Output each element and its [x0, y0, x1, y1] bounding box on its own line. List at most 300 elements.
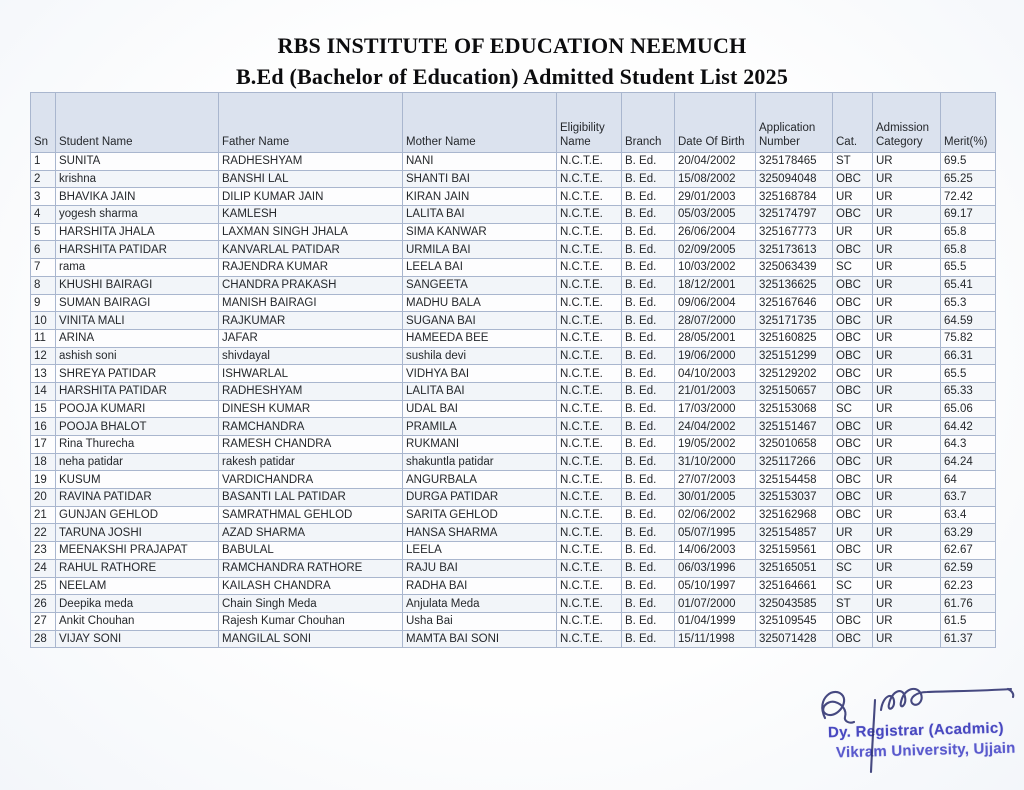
table-cell: UR: [873, 524, 941, 542]
table-cell: 325129202: [756, 365, 833, 383]
table-cell: RAJENDRA KUMAR: [219, 259, 403, 277]
table-cell: 325178465: [756, 153, 833, 171]
column-header: Branch: [622, 93, 675, 153]
table-cell: 3: [31, 188, 56, 206]
table-cell: 325174797: [756, 206, 833, 224]
table-cell: OBC: [833, 542, 873, 560]
table-cell: 62.59: [941, 559, 996, 577]
table-cell: OBC: [833, 453, 873, 471]
table-cell: N.C.T.E.: [557, 312, 622, 330]
table-cell: OBC: [833, 382, 873, 400]
admitted-student-table: [30, 92, 996, 648]
table-cell: 29/01/2003: [675, 188, 756, 206]
table-cell: B. Ed.: [622, 259, 675, 277]
table-cell: LEELA BAI: [403, 259, 557, 277]
table-cell: 65.06: [941, 400, 996, 418]
table-cell: 02/09/2005: [675, 241, 756, 259]
table-cell: krishna: [56, 170, 219, 188]
table-cell: 09/06/2004: [675, 294, 756, 312]
table-cell: RAMCHANDRA: [219, 418, 403, 436]
table-cell: yogesh sharma: [56, 206, 219, 224]
header-row: [31, 93, 996, 153]
table-cell: 325159561: [756, 542, 833, 560]
table-cell: Rina Thurecha: [56, 436, 219, 454]
table-cell: N.C.T.E.: [557, 294, 622, 312]
table-cell: 31/10/2000: [675, 453, 756, 471]
institute-name: RBS INSTITUTE OF EDUCATION NEEMUCH: [277, 33, 747, 58]
table-cell: OBC: [833, 206, 873, 224]
table-cell: 325117266: [756, 453, 833, 471]
table-cell: 63.7: [941, 489, 996, 507]
table-cell: 64.42: [941, 418, 996, 436]
table-cell: 25: [31, 577, 56, 595]
table-cell: OBC: [833, 365, 873, 383]
table-cell: B. Ed.: [622, 223, 675, 241]
table-cell: B. Ed.: [622, 206, 675, 224]
table-cell: UR: [873, 259, 941, 277]
list-subtitle: B.Ed (Bachelor of Education) Admitted Student List 2025: [235, 64, 789, 89]
table-cell: SARITA GEHLOD: [403, 506, 557, 524]
table-cell: VIJAY SONI: [56, 630, 219, 648]
table-cell: B. Ed.: [622, 400, 675, 418]
table-cell: 26: [31, 595, 56, 613]
table-cell: HARSHITA JHALA: [56, 223, 219, 241]
table-cell: B. Ed.: [622, 170, 675, 188]
table-row: [31, 471, 996, 489]
table-cell: 15/11/1998: [675, 630, 756, 648]
table-cell: RAHUL RATHORE: [56, 559, 219, 577]
table-cell: LEELA: [403, 542, 557, 560]
table-row: [31, 259, 996, 277]
table-row: [31, 436, 996, 454]
table-cell: UR: [833, 524, 873, 542]
table-cell: OBC: [833, 170, 873, 188]
column-header: Sn: [31, 93, 56, 153]
table-cell: Chain Singh Meda: [219, 595, 403, 613]
table-cell: 10/03/2002: [675, 259, 756, 277]
document-title: [0, 34, 1024, 89]
table-cell: OBC: [833, 436, 873, 454]
table-cell: 30/01/2005: [675, 489, 756, 507]
table-cell: CHANDRA PRAKASH: [219, 276, 403, 294]
table-cell: UR: [833, 188, 873, 206]
table-cell: BASANTI LAL PATIDAR: [219, 489, 403, 507]
table-cell: B. Ed.: [622, 542, 675, 560]
table-cell: 20/04/2002: [675, 153, 756, 171]
table-cell: N.C.T.E.: [557, 471, 622, 489]
table-cell: 21/01/2003: [675, 382, 756, 400]
table-row: [31, 630, 996, 648]
table-cell: N.C.T.E.: [557, 365, 622, 383]
table-cell: HAMEEDA BEE: [403, 329, 557, 347]
table-cell: UR: [873, 276, 941, 294]
table-cell: Ankit Chouhan: [56, 612, 219, 630]
table-cell: B. Ed.: [622, 153, 675, 171]
table-cell: B. Ed.: [622, 418, 675, 436]
table-cell: DINESH KUMAR: [219, 400, 403, 418]
table-row: [31, 559, 996, 577]
table-cell: UR: [873, 206, 941, 224]
table-cell: ashish soni: [56, 347, 219, 365]
table-row: [31, 524, 996, 542]
column-header: Father Name: [219, 93, 403, 153]
table-cell: 325151467: [756, 418, 833, 436]
table-row: [31, 347, 996, 365]
table-cell: UR: [873, 294, 941, 312]
table-cell: 12: [31, 347, 56, 365]
table-cell: KAMLESH: [219, 206, 403, 224]
table-cell: N.C.T.E.: [557, 524, 622, 542]
table-cell: PRAMILA: [403, 418, 557, 436]
table-cell: HARSHITA PATIDAR: [56, 382, 219, 400]
table-cell: B. Ed.: [622, 329, 675, 347]
table-cell: 28: [31, 630, 56, 648]
table-row: [31, 418, 996, 436]
table-cell: 65.5: [941, 259, 996, 277]
table-cell: UDAL BAI: [403, 400, 557, 418]
table-cell: OBC: [833, 312, 873, 330]
table-cell: N.C.T.E.: [557, 241, 622, 259]
column-header: Date Of Birth: [675, 93, 756, 153]
table-cell: UR: [873, 506, 941, 524]
table-cell: 325165051: [756, 559, 833, 577]
table-cell: B. Ed.: [622, 347, 675, 365]
table-cell: 325171735: [756, 312, 833, 330]
table-cell: N.C.T.E.: [557, 418, 622, 436]
table-cell: B. Ed.: [622, 506, 675, 524]
table-cell: UR: [873, 418, 941, 436]
table-cell: MANGILAL SONI: [219, 630, 403, 648]
table-cell: 62.67: [941, 542, 996, 560]
table-cell: B. Ed.: [622, 577, 675, 595]
table-cell: 15: [31, 400, 56, 418]
table-cell: HANSA SHARMA: [403, 524, 557, 542]
table-cell: VINITA MALI: [56, 312, 219, 330]
table-cell: OBC: [833, 276, 873, 294]
table-cell: MEENAKSHI PRAJAPAT: [56, 542, 219, 560]
table-cell: 66.31: [941, 347, 996, 365]
table-cell: OBC: [833, 630, 873, 648]
table-cell: SC: [833, 559, 873, 577]
table-cell: B. Ed.: [622, 471, 675, 489]
table-cell: OBC: [833, 418, 873, 436]
table-cell: UR: [873, 559, 941, 577]
table-cell: UR: [873, 347, 941, 365]
table-cell: B. Ed.: [622, 365, 675, 383]
table-cell: N.C.T.E.: [557, 276, 622, 294]
table-cell: 64.3: [941, 436, 996, 454]
table-cell: UR: [873, 188, 941, 206]
table-cell: B. Ed.: [622, 312, 675, 330]
table-cell: 24/04/2002: [675, 418, 756, 436]
table-cell: NANI: [403, 153, 557, 171]
table-cell: OBC: [833, 612, 873, 630]
table-cell: N.C.T.E.: [557, 206, 622, 224]
table-cell: HARSHITA PATIDAR: [56, 241, 219, 259]
table-cell: SC: [833, 259, 873, 277]
table-cell: BABULAL: [219, 542, 403, 560]
table-cell: N.C.T.E.: [557, 630, 622, 648]
table-cell: UR: [873, 453, 941, 471]
table-cell: B. Ed.: [622, 559, 675, 577]
table-cell: ST: [833, 153, 873, 171]
table-cell: RAJU BAI: [403, 559, 557, 577]
table-cell: 11: [31, 329, 56, 347]
table-cell: 22: [31, 524, 56, 542]
table-cell: 63.4: [941, 506, 996, 524]
table-cell: DURGA PATIDAR: [403, 489, 557, 507]
table-cell: 28/05/2001: [675, 329, 756, 347]
table-cell: OBC: [833, 241, 873, 259]
table-cell: 8: [31, 276, 56, 294]
table-cell: 72.42: [941, 188, 996, 206]
table-header: [31, 93, 996, 153]
table-cell: UR: [873, 382, 941, 400]
table-cell: 62.23: [941, 577, 996, 595]
table-row: [31, 612, 996, 630]
table-cell: NEELAM: [56, 577, 219, 595]
table-cell: sushila devi: [403, 347, 557, 365]
table-row: [31, 294, 996, 312]
table-cell: 18/12/2001: [675, 276, 756, 294]
table-cell: B. Ed.: [622, 436, 675, 454]
table-cell: RAVINA PATIDAR: [56, 489, 219, 507]
table-cell: N.C.T.E.: [557, 259, 622, 277]
table-cell: LALITA BAI: [403, 206, 557, 224]
table-cell: 14: [31, 382, 56, 400]
table-cell: DILIP KUMAR JAIN: [219, 188, 403, 206]
table-cell: 05/03/2005: [675, 206, 756, 224]
table-cell: 325164661: [756, 577, 833, 595]
table-cell: UR: [873, 489, 941, 507]
table-cell: Anjulata Meda: [403, 595, 557, 613]
table-cell: 4: [31, 206, 56, 224]
table-cell: ST: [833, 595, 873, 613]
registrar-stamp-university: Vikram University, Ujjain: [835, 739, 1016, 762]
table-cell: 64: [941, 471, 996, 489]
table-cell: 05/07/1995: [675, 524, 756, 542]
table-cell: N.C.T.E.: [557, 153, 622, 171]
table-cell: Usha Bai: [403, 612, 557, 630]
table-row: [31, 400, 996, 418]
table-cell: BANSHI LAL: [219, 170, 403, 188]
table-cell: OBC: [833, 506, 873, 524]
table-cell: shivdayal: [219, 347, 403, 365]
table-cell: B. Ed.: [622, 294, 675, 312]
table-cell: OBC: [833, 489, 873, 507]
table-row: [31, 276, 996, 294]
table-cell: UR: [873, 312, 941, 330]
table-cell: SUGANA BAI: [403, 312, 557, 330]
table-cell: 61.76: [941, 595, 996, 613]
table-cell: 325154857: [756, 524, 833, 542]
table-cell: UR: [873, 153, 941, 171]
table-cell: 325071428: [756, 630, 833, 648]
table-row: [31, 206, 996, 224]
table-cell: RUKMANI: [403, 436, 557, 454]
table-row: [31, 153, 996, 171]
table-cell: MAMTA BAI SONI: [403, 630, 557, 648]
table-cell: 325162968: [756, 506, 833, 524]
table-cell: 19: [31, 471, 56, 489]
table-cell: OBC: [833, 347, 873, 365]
table-cell: ARINA: [56, 329, 219, 347]
table-cell: SHREYA PATIDAR: [56, 365, 219, 383]
table-cell: RADHESHYAM: [219, 382, 403, 400]
table-cell: rama: [56, 259, 219, 277]
column-header: Cat.: [833, 93, 873, 153]
table-cell: B. Ed.: [622, 630, 675, 648]
table-cell: B. Ed.: [622, 612, 675, 630]
table-row: [31, 188, 996, 206]
table-cell: 2: [31, 170, 56, 188]
table-cell: 24: [31, 559, 56, 577]
table-row: [31, 506, 996, 524]
table-cell: N.C.T.E.: [557, 595, 622, 613]
table-cell: 325167773: [756, 223, 833, 241]
table-cell: B. Ed.: [622, 595, 675, 613]
table-row: [31, 489, 996, 507]
table-cell: 325173613: [756, 241, 833, 259]
table-cell: RAJKUMAR: [219, 312, 403, 330]
table-cell: UR: [873, 329, 941, 347]
table-row: [31, 577, 996, 595]
table-cell: 325167646: [756, 294, 833, 312]
table-cell: N.C.T.E.: [557, 400, 622, 418]
table-cell: 65.8: [941, 241, 996, 259]
table-cell: N.C.T.E.: [557, 506, 622, 524]
table-row: [31, 241, 996, 259]
table-row: [31, 453, 996, 471]
table-cell: 325151299: [756, 347, 833, 365]
table-cell: 9: [31, 294, 56, 312]
table-cell: 325153037: [756, 489, 833, 507]
table-cell: 01/04/1999: [675, 612, 756, 630]
table-cell: UR: [873, 241, 941, 259]
table-cell: 325043585: [756, 595, 833, 613]
table-cell: 6: [31, 241, 56, 259]
table-cell: N.C.T.E.: [557, 436, 622, 454]
table-cell: shakuntla patidar: [403, 453, 557, 471]
table-cell: 61.37: [941, 630, 996, 648]
table-cell: 65.8: [941, 223, 996, 241]
table-cell: N.C.T.E.: [557, 577, 622, 595]
table-cell: 7: [31, 259, 56, 277]
table-cell: B. Ed.: [622, 241, 675, 259]
table-row: [31, 382, 996, 400]
table-cell: 17: [31, 436, 56, 454]
table-cell: 21: [31, 506, 56, 524]
registrar-stamp-title: Dy. Registrar (Acadmic): [827, 719, 1005, 742]
table-cell: 64.24: [941, 453, 996, 471]
table-cell: 64.59: [941, 312, 996, 330]
table-cell: N.C.T.E.: [557, 489, 622, 507]
table-cell: TARUNA JOSHI: [56, 524, 219, 542]
table-cell: VARDICHANDRA: [219, 471, 403, 489]
table-cell: N.C.T.E.: [557, 559, 622, 577]
table-cell: N.C.T.E.: [557, 542, 622, 560]
table-cell: 23: [31, 542, 56, 560]
table-row: [31, 170, 996, 188]
table-cell: 69.5: [941, 153, 996, 171]
table-cell: 14/06/2003: [675, 542, 756, 560]
table-cell: UR: [873, 170, 941, 188]
table-cell: neha patidar: [56, 453, 219, 471]
table-cell: N.C.T.E.: [557, 382, 622, 400]
table-cell: N.C.T.E.: [557, 453, 622, 471]
table-cell: B. Ed.: [622, 453, 675, 471]
table-cell: 325168784: [756, 188, 833, 206]
table-cell: OBC: [833, 471, 873, 489]
table-cell: B. Ed.: [622, 188, 675, 206]
table-cell: KAILASH CHANDRA: [219, 577, 403, 595]
table-cell: 04/10/2003: [675, 365, 756, 383]
table-row: [31, 223, 996, 241]
table-cell: OBC: [833, 329, 873, 347]
table-cell: N.C.T.E.: [557, 170, 622, 188]
table-cell: 28/07/2000: [675, 312, 756, 330]
table-cell: 20: [31, 489, 56, 507]
table-cell: 325010658: [756, 436, 833, 454]
table-cell: 65.41: [941, 276, 996, 294]
table-cell: UR: [873, 400, 941, 418]
table-cell: KHUSHI BAIRAGI: [56, 276, 219, 294]
table-cell: rakesh patidar: [219, 453, 403, 471]
table-cell: 65.25: [941, 170, 996, 188]
table-row: [31, 595, 996, 613]
table-cell: N.C.T.E.: [557, 612, 622, 630]
table-cell: LALITA BAI: [403, 382, 557, 400]
table-cell: MADHU BALA: [403, 294, 557, 312]
table-cell: 15/08/2002: [675, 170, 756, 188]
table-cell: 19/05/2002: [675, 436, 756, 454]
table-cell: UR: [833, 223, 873, 241]
table-cell: UR: [873, 577, 941, 595]
table-cell: KUSUM: [56, 471, 219, 489]
table-cell: UR: [873, 630, 941, 648]
table-row: [31, 542, 996, 560]
table-cell: 65.33: [941, 382, 996, 400]
table-cell: Deepika meda: [56, 595, 219, 613]
table-cell: ISHWARLAL: [219, 365, 403, 383]
table-cell: Rajesh Kumar Chouhan: [219, 612, 403, 630]
table-cell: 18: [31, 453, 56, 471]
signature-block: [775, 680, 1024, 785]
table-cell: RADHA BAI: [403, 577, 557, 595]
table-cell: UR: [873, 436, 941, 454]
table-cell: UR: [873, 365, 941, 383]
table-cell: 69.17: [941, 206, 996, 224]
table-cell: SC: [833, 400, 873, 418]
column-header: Eligibility Name: [557, 93, 622, 153]
column-header: Merit(%): [941, 93, 996, 153]
table-cell: KIRAN JAIN: [403, 188, 557, 206]
table-cell: 65.3: [941, 294, 996, 312]
table-cell: SIMA KANWAR: [403, 223, 557, 241]
table-cell: UR: [873, 595, 941, 613]
table-cell: 06/03/1996: [675, 559, 756, 577]
table-cell: LAXMAN SINGH JHALA: [219, 223, 403, 241]
table-row: [31, 329, 996, 347]
table-cell: 13: [31, 365, 56, 383]
table-cell: 1: [31, 153, 56, 171]
table-cell: 65.5: [941, 365, 996, 383]
table-cell: RAMESH CHANDRA: [219, 436, 403, 454]
column-header: Admission Category: [873, 93, 941, 153]
table-cell: 02/06/2002: [675, 506, 756, 524]
table-cell: 17/03/2000: [675, 400, 756, 418]
table-cell: 325160825: [756, 329, 833, 347]
